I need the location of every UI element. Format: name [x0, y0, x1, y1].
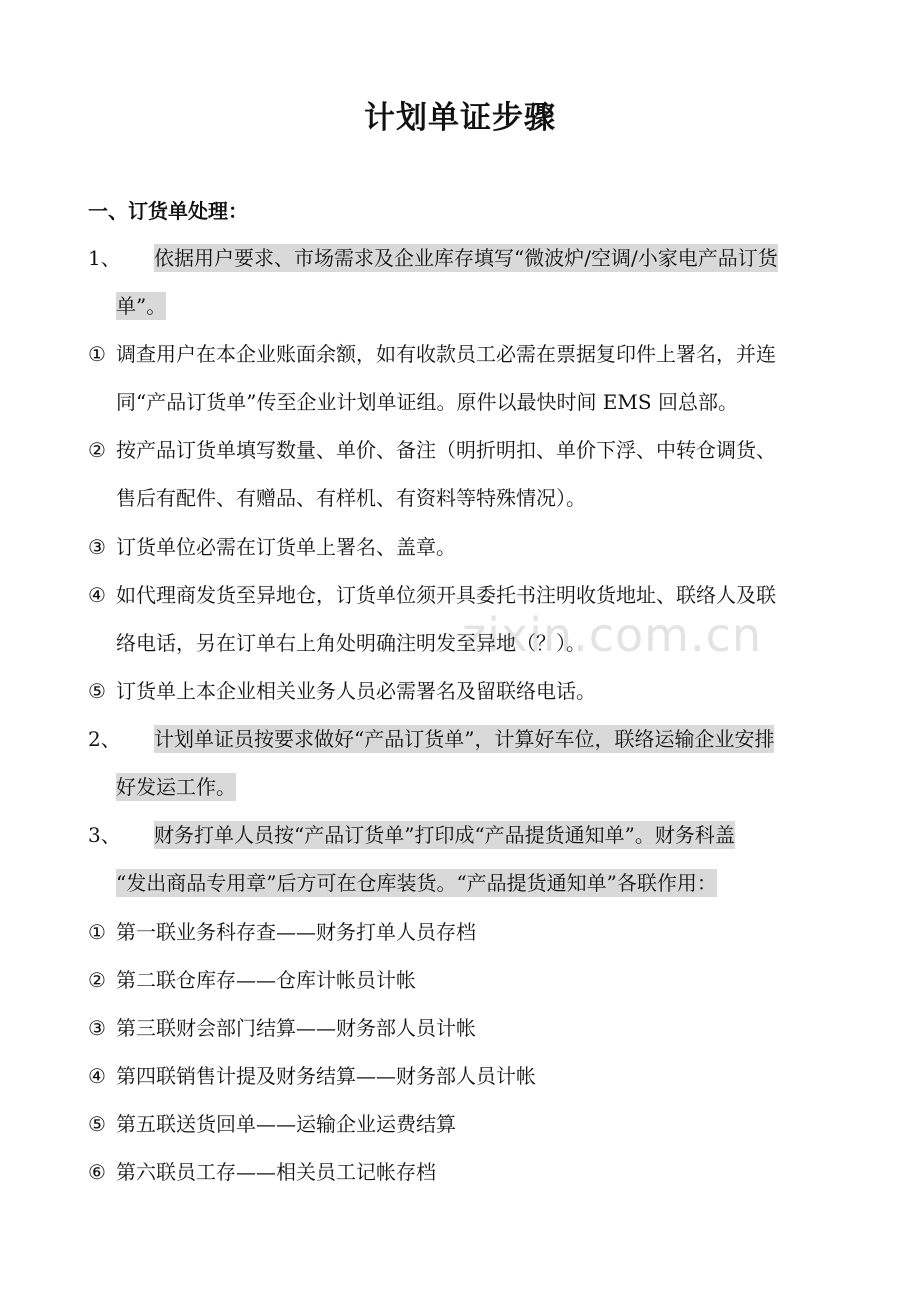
list-item — [88, 532, 456, 562]
step-number: 3、 — [88, 823, 121, 847]
list-item-continuation: 售后有配件、有赠品、有样机、有资料等特殊情况）。 — [116, 486, 586, 510]
item-text: 第一联业务科存查——财务打单人员存档 — [116, 920, 476, 944]
list-item — [88, 339, 776, 369]
step-2-line-1 — [88, 724, 774, 754]
list-item-continuation: 络电话，另在订单右上角处明确注明发至异地（？）。 — [116, 631, 586, 655]
item-marker: ③ — [88, 535, 106, 559]
section-heading: 一、订货单处理： — [88, 199, 248, 223]
item-marker: ⑤ — [88, 679, 106, 703]
step-text: 单”。 — [116, 294, 167, 318]
step-2-line-2 — [116, 772, 236, 802]
step-3-line-2 — [116, 868, 717, 898]
item-marker: ② — [88, 438, 106, 462]
item-marker: ② — [88, 968, 106, 992]
item-text: 按产品订货单填写数量、单价、备注（明折明扣、单价下浮、中转仓调货、 — [116, 438, 776, 462]
item-text: 订货单位必需在订货单上署名、盖章。 — [116, 535, 456, 559]
list-item — [88, 1013, 476, 1043]
item-text: 调查用户在本企业账面余额，如有收款员工必需在票据复印件上署名，并连 — [116, 342, 776, 366]
item-text: 第四联销售计提及财务结算——财务部人员计帐 — [116, 1064, 536, 1088]
item-text: 订货单上本企业相关业务人员必需署名及留联络电话。 — [116, 679, 596, 703]
list-item — [88, 1061, 536, 1091]
step-1-line-1 — [88, 243, 778, 273]
watermark: zixin.com.cn — [462, 608, 763, 662]
step-text: “发出商品专用章”后方可在仓库装货。“产品提货通知单”各联作用： — [116, 871, 717, 895]
item-text: 第五联送货回单——运输企业运费结算 — [116, 1112, 456, 1136]
step-3-line-1 — [88, 820, 735, 850]
list-item — [88, 435, 776, 465]
item-text: 第六联员工存——相关员工记帐存档 — [116, 1160, 436, 1184]
item-marker: ③ — [88, 1016, 106, 1040]
item-marker: ⑤ — [88, 1112, 106, 1136]
item-marker: ④ — [88, 583, 106, 607]
list-item — [88, 965, 416, 995]
list-item — [88, 1109, 456, 1139]
list-item — [88, 917, 476, 947]
document-title: 计划单证步骤 — [364, 100, 556, 136]
list-item-continuation: 同“产品订货单”传至企业计划单证组。原件以最快时间 EMS 回总部。 — [116, 390, 738, 414]
step-number: 2、 — [88, 727, 121, 751]
item-text: 第三联财会部门结算——财务部人员计帐 — [116, 1016, 476, 1040]
step-number: 1、 — [88, 246, 121, 270]
item-marker: ⑥ — [88, 1160, 106, 1184]
step-text: 好发运工作。 — [116, 775, 236, 799]
item-marker: ① — [88, 920, 106, 944]
item-text: 第二联仓库存——仓库计帐员计帐 — [116, 968, 416, 992]
step-1-line-2 — [116, 291, 166, 321]
item-text: 如代理商发货至异地仓，订货单位须开具委托书注明收货地址、联络人及联 — [116, 583, 776, 607]
list-item — [88, 1157, 436, 1187]
list-item — [88, 580, 776, 610]
list-item — [88, 676, 596, 706]
item-marker: ④ — [88, 1064, 106, 1088]
item-marker: ① — [88, 342, 106, 366]
step-text: 计划单证员按要求做好“产品订货单”，计算好车位，联络运输企业安排 — [154, 727, 775, 751]
step-text: 财务打单人员按“产品订货单”打印成“产品提货通知单”。财务科盖 — [154, 823, 735, 847]
step-text: 依据用户要求、市场需求及企业库存填写“微波炉/空调/小家电产品订货 — [154, 246, 778, 270]
